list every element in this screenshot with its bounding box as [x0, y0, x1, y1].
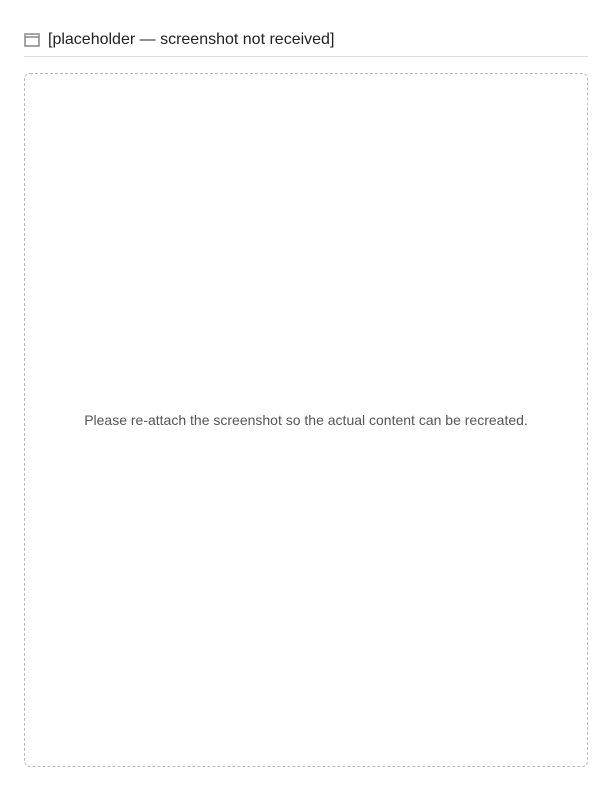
window-icon [24, 32, 40, 48]
placeholder-notice: Please re-attach the screenshot so the actual content can be recreated. [24, 73, 588, 767]
window-title: [placeholder — screenshot not received] [48, 31, 335, 48]
title-bar [24, 24, 588, 57]
